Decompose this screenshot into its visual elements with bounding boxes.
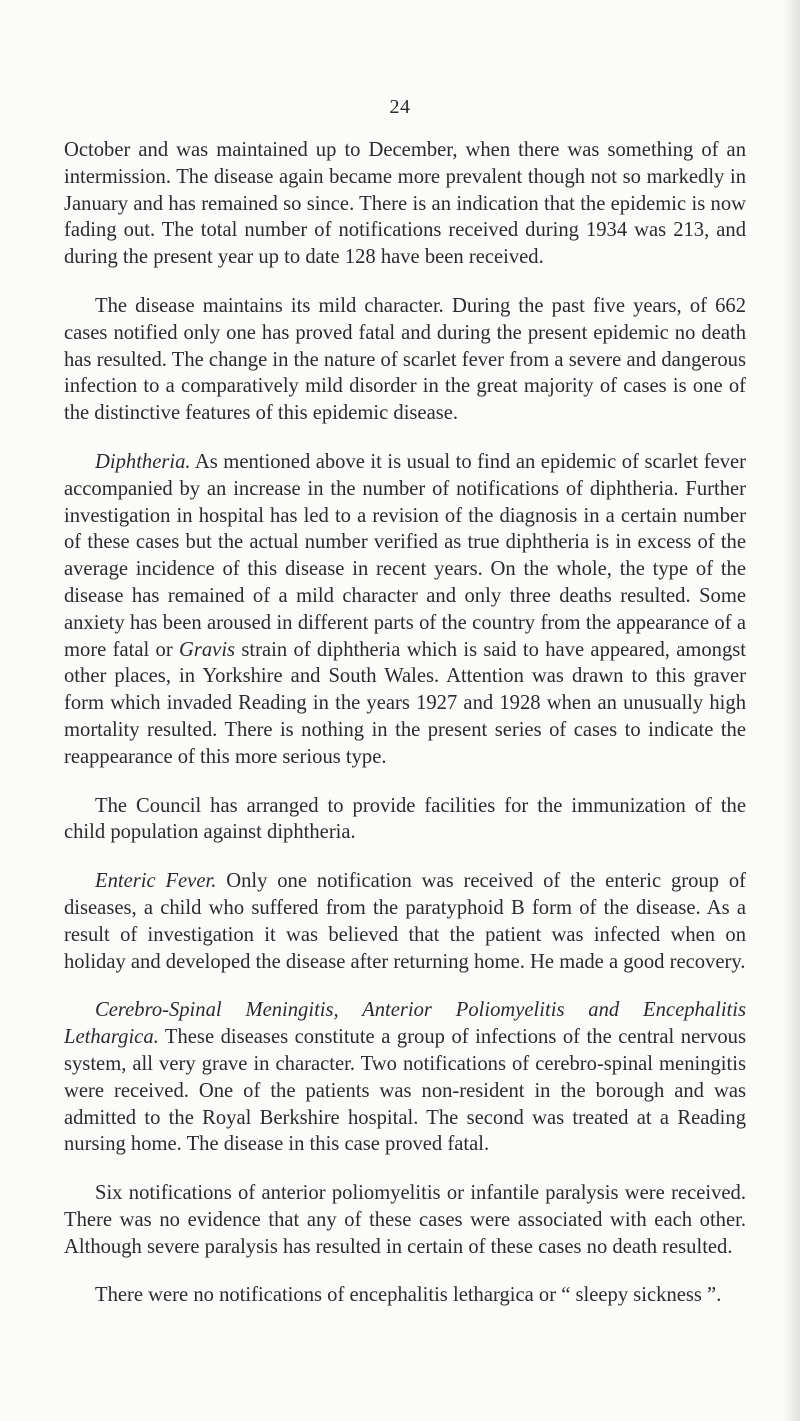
paragraph-text: strain of diphtheria which is said to have appeared, amongst other places, in Yorkshire and South Wales. Attention was drawn to this graver form which invaded Reading in the years 1927 and 1928 when an unusually high mortality resulted. There is nothing in the present series of cases to indicate the reappearance of this more serious type.	[64, 638, 746, 768]
page-number: 24	[389, 96, 411, 118]
section-heading-enteric-fever: Enteric Fever.	[95, 870, 217, 893]
paragraph-text: There were no notifications of encephalitis lethargica or “ sleepy sickness ”.	[95, 1284, 722, 1307]
paragraph-text: October and was maintained up to December, when there was something of an intermission. The disease again became more prevalent though not so markedly in January and has remained so since. There is an indication that the epidemic is now fading out. The total number of notifications received during 1934 was 213, and during the present year up to date 128 have been received.	[64, 139, 746, 269]
paragraph-enteric-fever	[64, 868, 746, 975]
section-heading-diphtheria: Diphtheria.	[95, 450, 191, 473]
paragraph-immunization	[64, 793, 746, 847]
paragraph-text: The Council has arranged to provide facilities for the immunization of the child population against diphtheria.	[64, 794, 746, 844]
paragraph-cerebro-spinal	[64, 997, 746, 1158]
section-heading-cerebro-spinal: Cerebro-Spinal Meningitis, Anterior Poliomyelitis and Encephalitis Lethargica.	[64, 999, 746, 1049]
paragraph-text: As mentioned above it is usual to find an epidemic of scarlet fever accompanied by an increase in the number of notifications of diphtheria. Further investigation in hospital has led to a revision of the diagnosis in a certain number of these cases but the actual number verified as true diphtheria is in excess of the average incidence of this disease in recent years. On the whole, the type of the disease has remained of a mild character and only three deaths resulted. Some anxiety has been aroused in different parts of the country from the appearance of a more fatal or	[64, 450, 746, 661]
paragraph-encephalitis	[64, 1282, 746, 1309]
paragraph-text: Six notifications of anterior poliomyelitis or infantile paralysis were received. There was no evidence that any of these cases were associated with each other. Although severe paralysis has resulted in certain of these cases no death resulted.	[64, 1182, 746, 1258]
paragraph-text: These diseases constitute a group of infections of the central nervous system, all very grave in character. Two notifications of cerebro-spinal meningitis were received. One of the patients was non-resident in the borough and was admitted to the Royal Berkshire hospital. The second was treated at a Reading nursing home. The disease in this case proved fatal.	[64, 1026, 746, 1156]
paragraph-continuation	[64, 137, 746, 271]
italic-term-gravis: Gravis	[179, 638, 236, 661]
paragraph-poliomyelitis	[64, 1180, 746, 1260]
paragraph-text: The disease maintains its mild character. During the past five years, of 662 cases notified only one has proved fatal and during the present epidemic no death has resulted. The change in the nature of scarlet fever from a severe and dangerous infection to a comparatively mild disorder in the great majority of cases is one of the distinctive features of this epidemic disease.	[64, 294, 746, 425]
paragraph-diphtheria	[64, 449, 746, 771]
page-edge-shadow	[782, 0, 800, 1421]
document-body	[64, 137, 746, 1331]
paragraph-mild-character	[64, 293, 746, 427]
paragraph-text: Only one notification was received of the enteric group of diseases, a child who suffered from the paratyphoid B form of the disease. As a result of investigation it was believed that the patient was infected when on holiday and developed the disease after returning home. He made a good recovery.	[64, 870, 746, 973]
